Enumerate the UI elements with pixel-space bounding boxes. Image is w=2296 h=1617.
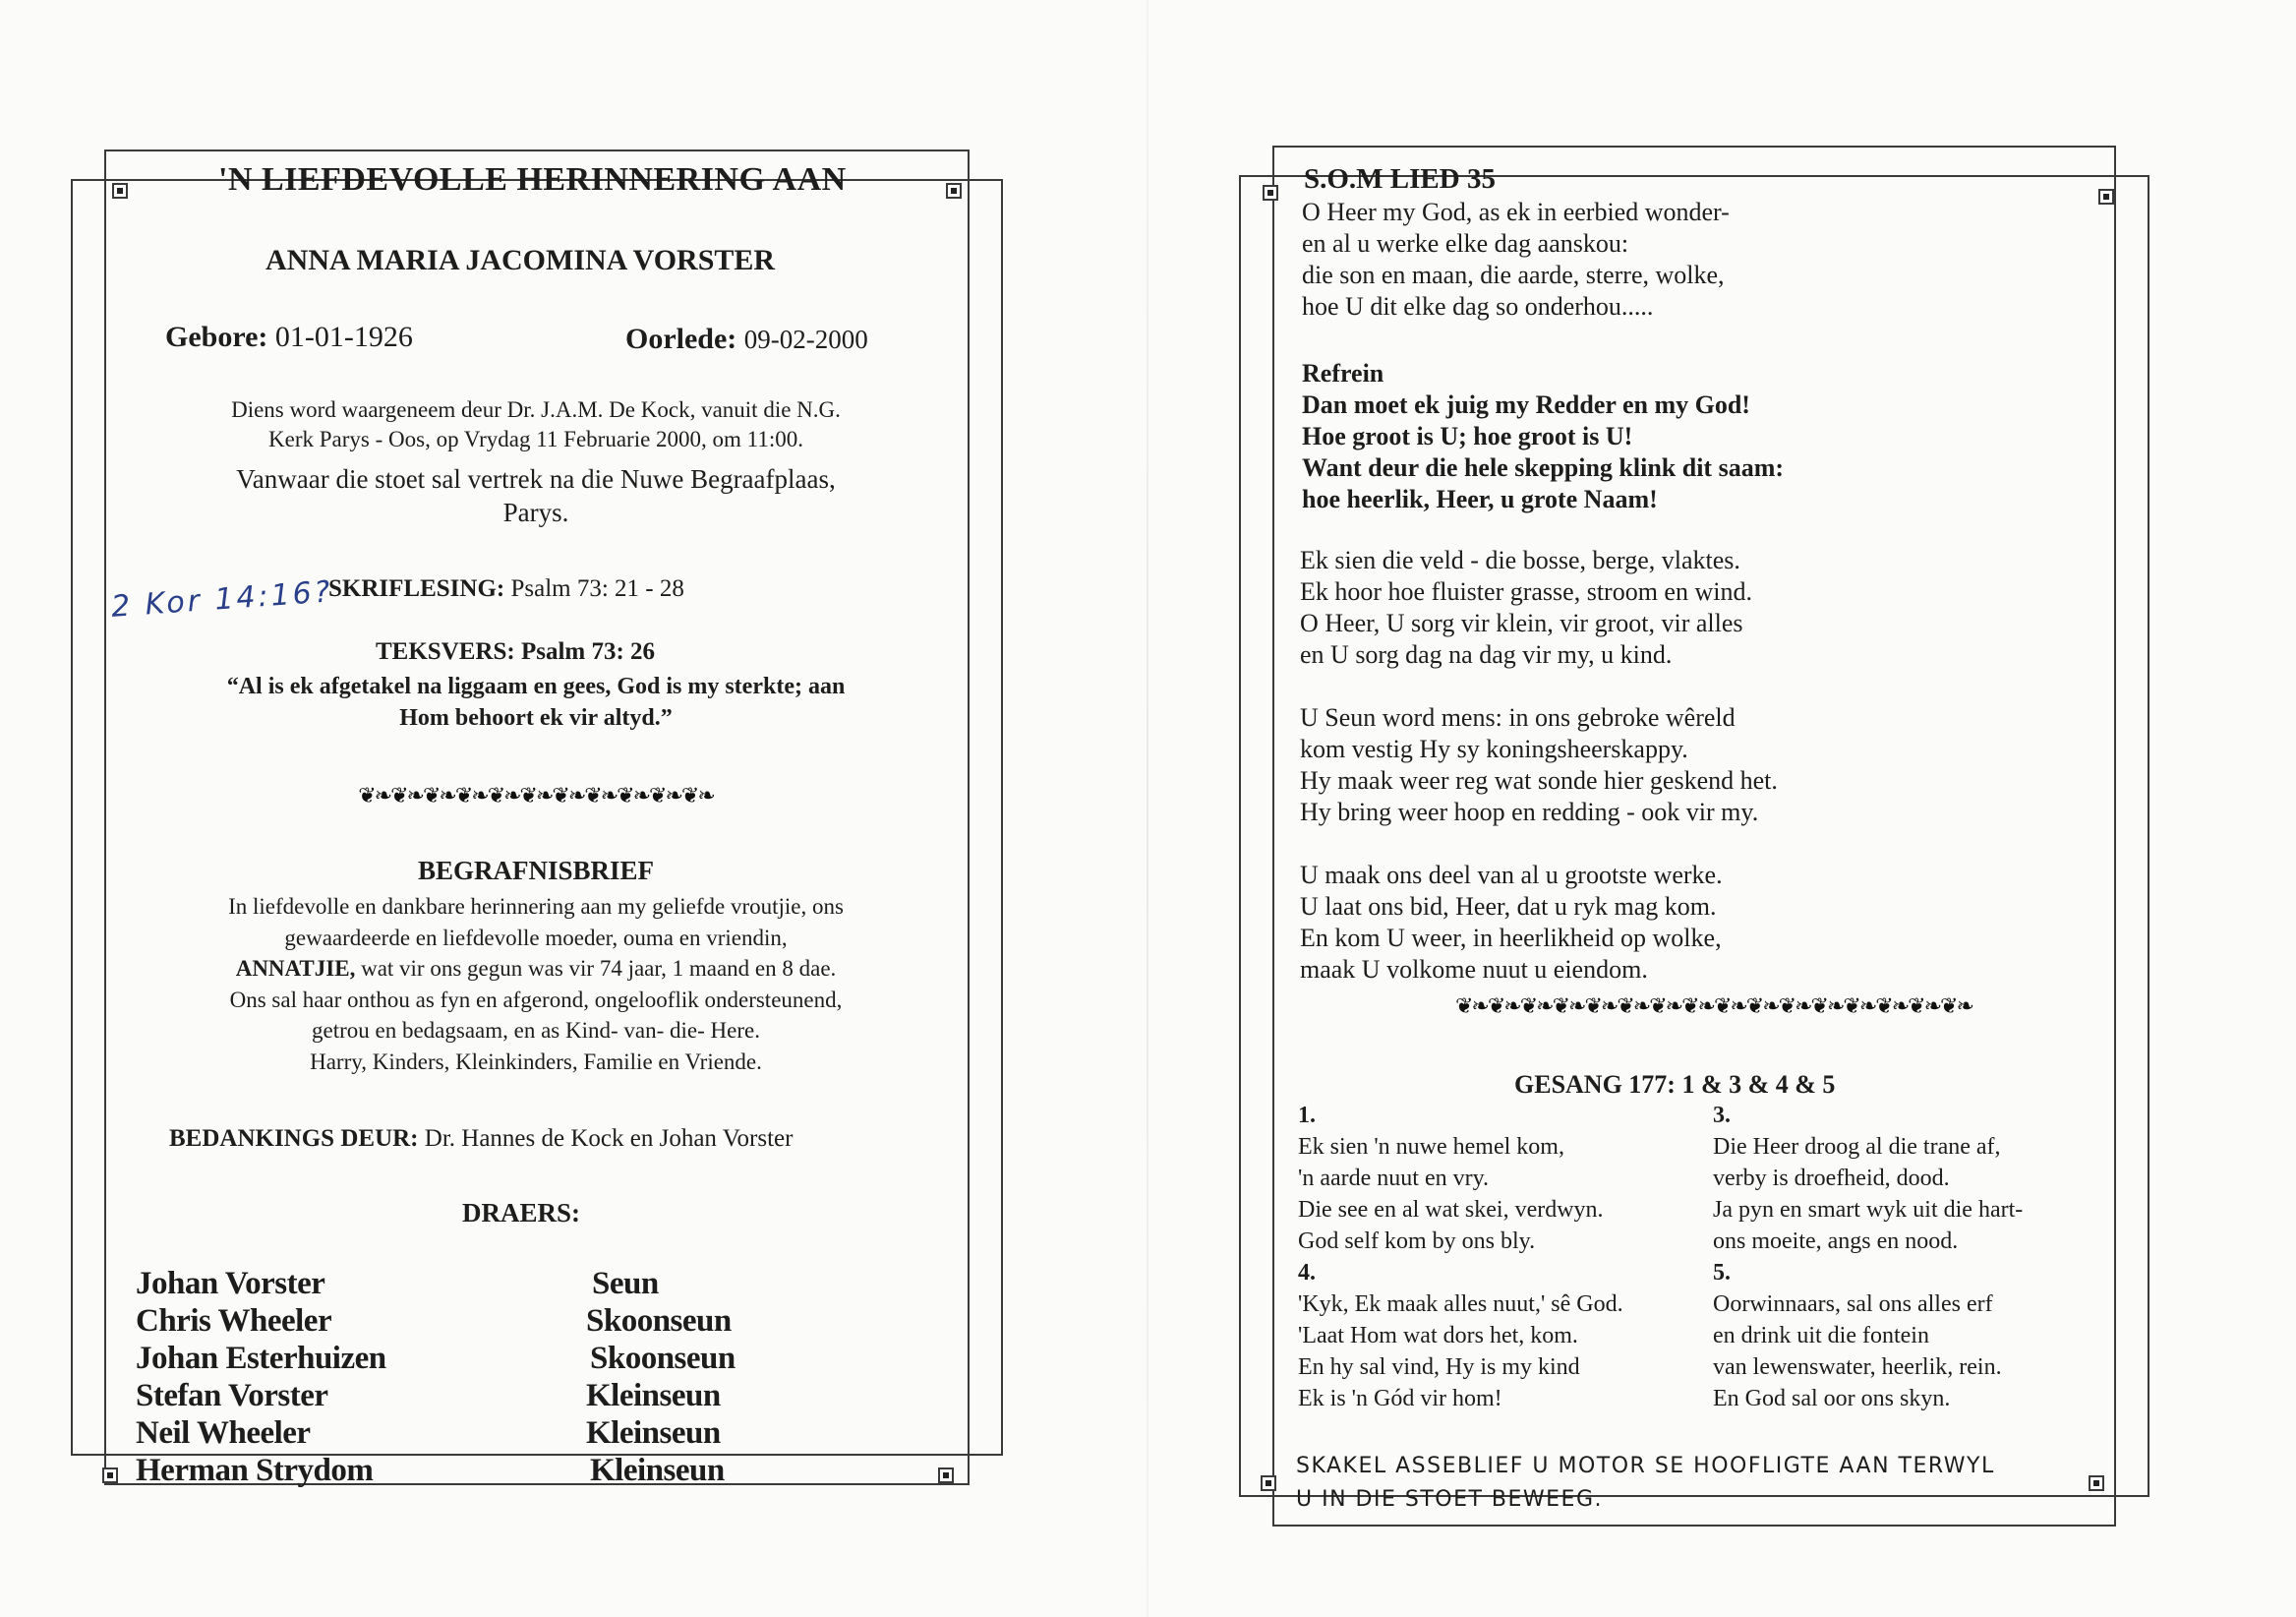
corner-ornament [2098, 189, 2114, 205]
hymn-line: die son en maan, die aarde, sterre, wolke, [1302, 261, 1725, 289]
letter-line: Ons sal haar onthou as fyn en afgerond, ongelooflik ondersteunend, [229, 987, 843, 1012]
page-fold [1147, 0, 1148, 1617]
refrain [1302, 389, 1784, 515]
thanks-label: BEDANKINGS DEUR: [169, 1125, 419, 1152]
notice-line: SKAKEL ASSEBLIEF U MOTOR SE HOOFLIGTE AAN TERWYL [1296, 1454, 1995, 1478]
gesang-verse-1 [1298, 1100, 1623, 1414]
corner-ornament [1261, 1475, 1276, 1491]
deceased-name: ANNA MARIA JACOMINA VORSTER [265, 244, 776, 276]
bearer-row [136, 1377, 844, 1414]
hymn-line: kom vestig Hy sy koningsheerskappy. [1300, 735, 1688, 763]
gesang-line: Ek sien 'n nuwe hemel kom, [1298, 1134, 1564, 1160]
reading-label: SKRIFLESING: [328, 575, 505, 602]
letter-line: ANNATJIE, wat vir ons gegun was vir 74 jaar, 1 maand en 8 dae. [235, 956, 837, 981]
bearer-row [136, 1340, 844, 1377]
refrain-title: Refrein [1302, 359, 1384, 388]
gesang-line: 'Laat Hom wat dors het, kom. [1298, 1323, 1578, 1348]
hymn-line: maak U volkome nuut u eiendom. [1300, 955, 1648, 984]
bearer-relation: Kleinseun [590, 1453, 725, 1488]
gesang-line: En hy sal vind, Hy is my kind [1298, 1354, 1580, 1380]
hymn-line: U maak ons deel van al u grootste werke. [1300, 861, 1723, 889]
thanks-value: Dr. Hannes de Kock en Johan Vorster [424, 1125, 794, 1152]
letter-line: getrou en bedagsaam, en as Kind- van- die- Here. [312, 1018, 760, 1043]
hymn-line: U Seun word mens: in ons gebroke wêreld [1300, 703, 1736, 732]
died-label: Oorlede: [625, 323, 737, 355]
text-verse-quote [118, 671, 954, 734]
refrain-line: Hoe groot is U; hoe groot is U! [1302, 422, 1633, 450]
letter-line: In liefdevolle en dankbare herinnering aan my geliefde vroutjie, ons [228, 894, 844, 919]
bearers-title: DRAERS: [462, 1198, 581, 1228]
handwritten-note: 2 Kor 14:16? [110, 574, 334, 625]
headlights-notice [1296, 1450, 1995, 1517]
hymn-line: en al u werke elke dag aanskou: [1302, 229, 1629, 258]
verse-number: 5. [1713, 1260, 1731, 1286]
gesang-line: En God sal oor ons skyn. [1713, 1386, 1951, 1411]
hymn-line: O Heer, U sorg vir klein, vir groot, vir alles [1300, 609, 1743, 637]
text-verse-label: TEKSVERS: Psalm 73: 26 [376, 638, 656, 665]
letter-nickname: ANNATJIE, [235, 956, 356, 981]
gesang-line: ons moeite, angs en nood. [1713, 1228, 1959, 1254]
service-line: Diens word waargeneem deur Dr. J.A.M. De Kock, vanuit die N.G. [231, 397, 841, 422]
verse-number: 4. [1298, 1260, 1316, 1286]
gesang-title: GESANG 177: 1 & 3 & 4 & 5 [1514, 1070, 1836, 1099]
letter-body [108, 891, 964, 1077]
service-line: Kerk Parys - Oos, op Vrydag 11 Februarie 2000, om 11:00. [268, 427, 803, 451]
born-date: 01-01-1926 [274, 321, 413, 353]
bearer-row [136, 1452, 844, 1489]
letter-line: gewaardeerde en liefdevolle moeder, ouma en vriendin, [284, 925, 788, 950]
refrain-line: Dan moet ek juig my Redder en my God! [1302, 390, 1750, 419]
hymn-line: Ek sien die veld - die bosse, berge, vlaktes. [1300, 546, 1740, 574]
gesang-line: Ja pyn en smart wyk uit die hart- [1713, 1197, 2024, 1223]
bearer-relation: Kleinseun [586, 1378, 721, 1413]
corner-ornament [1263, 185, 1278, 201]
gesang-line: Oorwinnaars, sal ons alles erf [1713, 1291, 1993, 1317]
hymn-line: Hy maak weer reg wat sonde hier geskend het. [1300, 766, 1778, 795]
hymn-line: Ek hoor hoe fluister grasse, stroom en wind. [1300, 577, 1752, 606]
song-title: S.O.M LIED 35 [1304, 163, 1496, 195]
bearer-relation: Skoonseun [590, 1341, 736, 1376]
bearer-name: Herman Strydom [136, 1453, 374, 1488]
bearer-relation: Skoonseun [586, 1303, 732, 1339]
born-field [165, 321, 413, 354]
bearers-list [136, 1265, 844, 1489]
corner-ornament [2089, 1475, 2104, 1491]
gesang-line: 'n aarde nuut en vry. [1298, 1166, 1490, 1191]
hymn-line: hoe U dit elke dag so onderhou..... [1302, 292, 1654, 321]
hymn-line: Hy bring weer hoop en redding - ook vir my. [1300, 798, 1759, 826]
reading-line [328, 574, 684, 604]
bearer-relation: Seun [592, 1266, 659, 1301]
bearer-name: Chris Wheeler [136, 1303, 332, 1339]
corner-ornament [102, 1467, 118, 1483]
bearer-row [136, 1265, 844, 1302]
hymn-verse-3 [1300, 702, 1778, 828]
refrain-line: hoe heerlik, Heer, u grote Naam! [1302, 485, 1658, 513]
born-label: Gebore: [165, 321, 268, 353]
bearer-row [136, 1414, 844, 1452]
gesang-line: Die see en al wat skei, verdwyn. [1298, 1197, 1604, 1223]
notice-line: U IN DIE STOET BEWEEG. [1296, 1487, 1603, 1512]
hymn-verse-4 [1300, 860, 1723, 986]
died-date: 09-02-2000 [743, 325, 868, 354]
letter-title: BEGRAFNISBRIEF [417, 856, 655, 885]
gesang-line: Die Heer droog al die trane af, [1713, 1134, 2001, 1160]
thanks-line [169, 1125, 793, 1153]
corner-ornament [938, 1467, 954, 1483]
bearer-name: Stefan Vorster [136, 1378, 328, 1413]
verse-number: 3. [1713, 1103, 1731, 1128]
hymn-line: En kom U weer, in heerlikheid op wolke, [1300, 924, 1722, 952]
quote-line: “Al is ek afgetakel na liggaam en gees, God is my sterkte; aan [226, 674, 846, 699]
bearer-row [136, 1302, 844, 1340]
memorial-heading: 'N LIEFDEVOLLE HERINNERING AAN [218, 161, 847, 198]
ornament-divider: ❦❧❦❧❦❧❦❧❦❧❦❧❦❧❦❧❦❧❦❧❦❧ [358, 783, 714, 808]
quote-line: Hom behoort ek vir altyd.” [399, 705, 673, 731]
bearer-name: Johan Vorster [136, 1266, 325, 1301]
gesang-line: van lewenswater, heerlik, rein. [1713, 1354, 2002, 1380]
hymn-verse-1 [1302, 197, 1730, 323]
reading-value: Psalm 73: 21 - 28 [510, 575, 684, 602]
hymn-line: en U sorg dag na dag vir my, u kind. [1300, 640, 1673, 669]
gesang-line: 'Kyk, Ek maak alles nuut,' sê God. [1298, 1291, 1623, 1317]
bearer-relation: Kleinseun [586, 1415, 721, 1451]
procession-line: Vanwaar die stoet sal vertrek na die Nuwe Begraafplaas, [236, 464, 836, 494]
gesang-line: God self kom by ons bly. [1298, 1228, 1536, 1254]
gesang-verse-3 [1713, 1100, 2023, 1414]
procession-info [118, 462, 954, 529]
corner-ornament [946, 183, 962, 199]
refrain-line: Want deur die hele skepping klink dit saam: [1302, 453, 1785, 482]
verse-number: 1. [1298, 1103, 1316, 1128]
ornament-divider: ❦❧❦❧❦❧❦❧❦❧❦❧❦❧❦❧❦❧❦❧❦❧❦❧❦❧❦❧❦❧❦❧ [1455, 993, 1972, 1018]
hymn-line: U laat ons bid, Heer, dat u ryk mag kom. [1300, 892, 1717, 921]
gesang-line: Ek is 'n Gód vir hom! [1298, 1386, 1502, 1411]
letter-line: Harry, Kinders, Kleinkinders, Familie en Vriende. [310, 1048, 762, 1074]
died-field [625, 323, 868, 356]
hymn-verse-2 [1300, 545, 1752, 671]
gesang-line: verby is droefheid, dood. [1713, 1166, 1950, 1191]
corner-ornament [112, 183, 128, 199]
hymn-line: O Heer my God, as ek in eerbied wonder- [1302, 198, 1730, 226]
service-info [118, 395, 954, 454]
bearer-name: Neil Wheeler [136, 1415, 311, 1451]
gesang-line: en drink uit die fontein [1713, 1323, 1929, 1348]
procession-line: Parys. [502, 498, 569, 527]
bearer-name: Johan Esterhuizen [136, 1341, 386, 1376]
